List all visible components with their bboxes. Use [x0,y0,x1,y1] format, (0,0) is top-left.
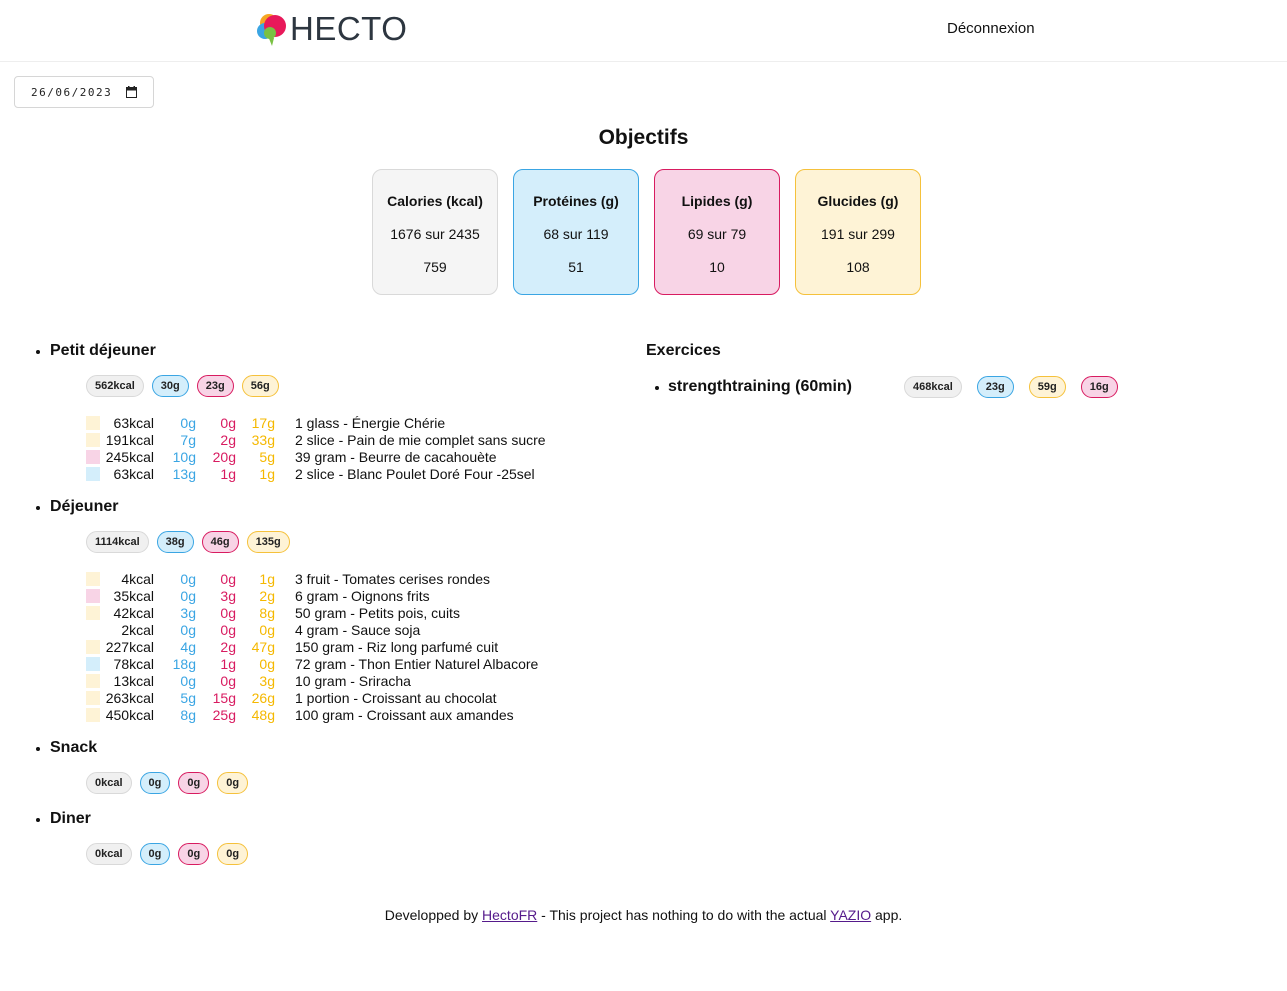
food-lipid: 0g [220,672,236,689]
meal-block [36,496,616,723]
exercises-section [646,340,1118,398]
goal-value: 68 sur 119 [543,226,609,242]
goal-remaining: 108 [846,259,870,275]
food-kcal: 4kcal [121,570,154,587]
food-protein: 0g [180,587,196,604]
food-kcal: 78kcal [113,655,154,672]
food-name: 10 gram - Sriracha [295,672,411,689]
food-protein: 3g [180,604,196,621]
food-kcal: 2kcal [121,621,154,638]
macro-swatch [86,708,100,722]
kcal-badge: 0kcal [86,843,132,865]
macro-swatch [86,572,100,586]
food-carbs: 17g [251,414,275,431]
macro-swatch [86,606,100,620]
meal-totals [86,843,616,865]
macro-swatch [86,623,100,637]
food-row [86,448,616,465]
food-name: 150 gram - Riz long parfumé cuit [295,638,499,655]
logo-icon [256,11,288,47]
macro-swatch [86,589,100,603]
food-protein: 13g [172,465,196,482]
carbs-badge: 59g [1029,376,1066,398]
food-carbs: 48g [251,706,275,723]
food-name: 4 gram - Sauce soja [295,621,421,638]
food-carbs: 2g [259,587,275,604]
footer-middle: - This project has nothing to do with the actual [537,907,831,923]
protein-badge: 0g [140,843,171,865]
food-name: 50 gram - Petits pois, cuits [295,604,460,621]
food-kcal: 63kcal [113,414,154,431]
protein-badge: 0g [140,772,171,794]
date-value: 26/06/2023 [31,85,113,99]
food-carbs: 33g [251,431,275,448]
exercises-title: Exercices [646,342,721,359]
food-row [86,587,616,604]
food-carbs: 0g [259,621,275,638]
kcal-badge: 562kcal [86,375,144,397]
footer [0,907,1287,923]
goal-label: Glucides (g) [817,193,899,209]
food-name: 2 slice - Pain de mie complet sans sucre [295,431,546,448]
food-carbs: 5g [259,448,275,465]
food-name: 100 gram - Croissant aux amandes [295,706,514,723]
food-protein: 0g [180,621,196,638]
protein-badge: 23g [977,376,1014,398]
macro-swatch [86,674,100,688]
food-lipid: 15g [212,689,236,706]
food-row [86,414,616,431]
food-lipid: 20g [212,448,236,465]
kcal-badge: 1114kcal [86,531,149,553]
food-name: 1 glass - Énergie Chérie [295,414,446,431]
goal-label: Calories (kcal) [387,193,483,209]
exercise-name: strengthtraining (60min) [668,378,853,395]
protein-badge: 30g [152,375,189,397]
food-row [86,465,616,482]
food-protein: 5g [180,689,196,706]
goal-label: Lipides (g) [681,193,753,209]
food-kcal: 263kcal [105,689,154,706]
macro-swatch [86,467,100,481]
food-lipid: 3g [220,587,236,604]
meal-totals [86,772,616,794]
macro-swatch [86,433,100,447]
food-row [86,655,616,672]
lipid-badge: 46g [202,531,239,553]
goal-card-calories [372,169,498,295]
food-carbs: 0g [259,655,275,672]
food-protein: 0g [180,414,196,431]
exercise-item [668,376,1118,398]
food-kcal: 35kcal [113,587,154,604]
food-name: 6 gram - Oignons frits [295,587,430,604]
meals-list [36,340,616,879]
food-row [86,621,616,638]
food-protein: 0g [180,672,196,689]
carbs-badge: 135g [247,531,290,553]
macro-swatch [86,416,100,430]
carbs-badge: 56g [242,375,279,397]
food-row [86,706,616,723]
food-carbs: 47g [251,638,275,655]
lipid-badge: 0g [178,843,209,865]
logo-text: HECTO [290,10,408,47]
lipid-badge: 0g [178,772,209,794]
food-name: 3 fruit - Tomates cerises rondes [295,570,491,587]
carbs-badge: 0g [217,772,248,794]
food-protein: 8g [180,706,196,723]
food-kcal: 63kcal [113,465,154,482]
macro-swatch [86,657,100,671]
goal-value: 191 sur 299 [821,226,895,242]
food-lipid: 0g [220,414,236,431]
goal-remaining: 759 [423,259,447,275]
food-kcal: 191kcal [105,431,154,448]
food-protein: 4g [180,638,196,655]
food-carbs: 1g [259,570,275,587]
protein-badge: 38g [157,531,194,553]
calendar-icon[interactable] [126,86,137,98]
food-name: 72 gram - Thon Entier Naturel Albacore [295,655,539,672]
food-protein: 10g [172,448,196,465]
footer-suffix: app. [871,907,903,923]
exercise-badges [904,376,1118,398]
goal-remaining: 10 [709,259,725,275]
food-lipid: 25g [212,706,236,723]
food-list [86,570,616,723]
goal-label: Protéines (g) [533,193,619,209]
food-kcal: 450kcal [105,706,154,723]
page-title: Objectifs [598,126,689,149]
food-list [86,414,616,482]
food-protein: 0g [180,570,196,587]
yazio-link[interactable]: YAZIO [830,907,872,923]
author-link[interactable]: HectoFR [482,907,538,923]
food-kcal: 42kcal [113,604,154,621]
food-lipid: 0g [220,621,236,638]
food-kcal: 227kcal [105,638,154,655]
food-lipid: 0g [220,570,236,587]
food-lipid: 2g [220,431,236,448]
food-lipid: 1g [220,655,236,672]
logo[interactable] [256,11,407,47]
food-kcal: 13kcal [113,672,154,689]
goals-panel [372,169,921,295]
food-carbs: 8g [259,604,275,621]
date-input[interactable] [14,76,154,108]
food-row [86,604,616,621]
meal-block [36,737,616,794]
goal-remaining: 51 [568,259,584,275]
footer-prefix: Developped by [384,907,483,923]
top-header [0,0,1287,62]
food-row [86,431,616,448]
food-carbs: 1g [259,465,275,482]
meal-block [36,808,616,865]
meal-totals [86,531,616,553]
kcal-badge: 0kcal [86,772,132,794]
carbs-badge: 0g [217,843,248,865]
goal-value: 69 sur 79 [687,226,747,242]
food-carbs: 3g [259,672,275,689]
lipid-badge: 23g [197,375,234,397]
food-row [86,672,616,689]
meal-title: Petit déjeuner [36,340,616,362]
food-protein: 18g [172,655,196,672]
food-row [86,570,616,587]
goal-value: 1676 sur 2435 [390,226,480,242]
macro-swatch [86,450,100,464]
kcal-badge: 468kcal [904,376,962,398]
food-carbs: 26g [251,689,275,706]
meal-title: Snack [36,737,616,759]
food-lipid: 2g [220,638,236,655]
food-name: 39 gram - Beurre de cacahouète [295,448,497,465]
food-name: 2 slice - Blanc Poulet Doré Four -25sel [295,465,535,482]
food-lipid: 0g [220,604,236,621]
macro-swatch [86,640,100,654]
food-protein: 7g [180,431,196,448]
meal-title: Diner [36,808,616,830]
meal-totals [86,375,616,397]
meal-block [36,340,616,482]
goal-card-proteins [513,169,639,295]
goal-card-carbs [795,169,921,295]
food-row [86,689,616,706]
goal-card-lipids [654,169,780,295]
meal-title: Déjeuner [36,496,616,518]
macro-swatch [86,691,100,705]
food-name: 1 portion - Croissant au chocolat [295,689,497,706]
food-row [86,638,616,655]
logout-link[interactable]: Déconnexion [947,20,1035,37]
food-lipid: 1g [220,465,236,482]
food-kcal: 245kcal [105,448,154,465]
lipid-badge: 16g [1081,376,1118,398]
